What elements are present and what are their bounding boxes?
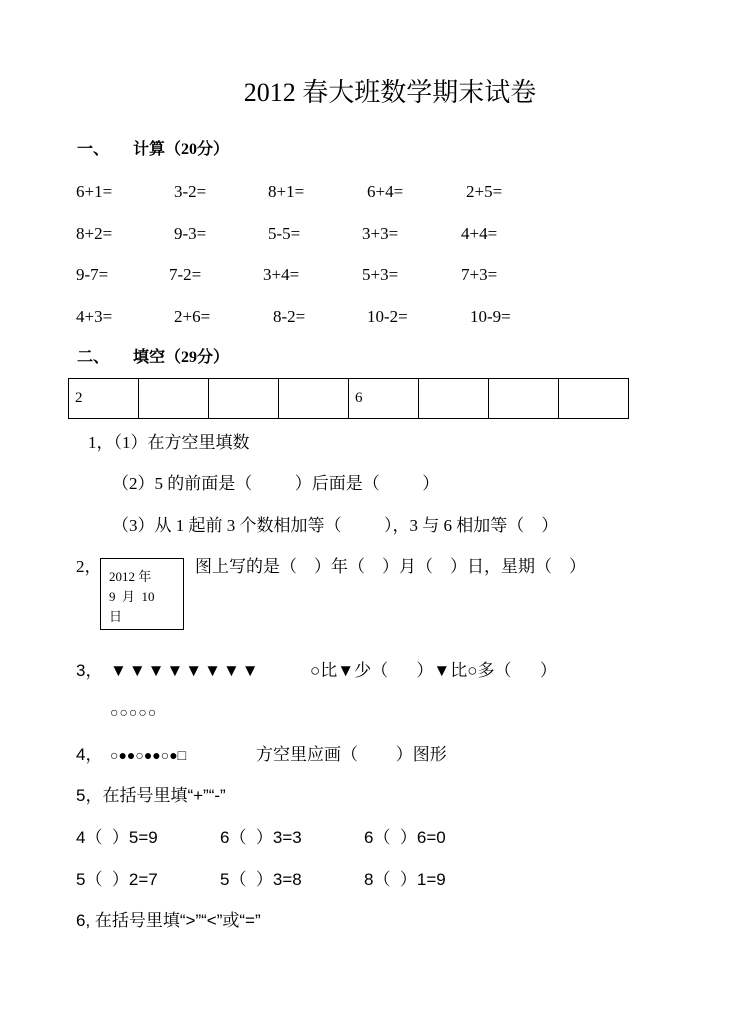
calc-item: 5+3= <box>362 265 399 284</box>
fill-operator-item: 4（ ）5=9 <box>76 828 158 847</box>
sequence-cell: 6 <box>349 379 419 419</box>
fill-operator-item: 8（ ）1=9 <box>364 870 446 889</box>
circle-row: ○○○○○ <box>110 704 158 720</box>
sequence-cell <box>559 379 629 419</box>
calc-item: 5-5= <box>268 224 301 243</box>
shape-pattern: ○●●○●●○●□ <box>110 747 187 763</box>
sequence-cell: 2 <box>69 379 139 419</box>
question-4-number: 4， <box>76 745 103 764</box>
section-number: 二、 <box>77 349 110 366</box>
sequence-cell <box>419 379 489 419</box>
calc-item: 4+3= <box>76 307 113 326</box>
calc-item: 9-3= <box>174 224 207 243</box>
calc-item: 9-7= <box>76 265 109 284</box>
section-number: 一、 <box>77 141 110 158</box>
number-sequence-table <box>68 378 629 419</box>
calc-item: 8+2= <box>76 224 113 243</box>
fill-operator-item: 6（ ）3=3 <box>220 828 302 847</box>
question-2-text: 图上写的是（ ）年（ ）月（ ）日，星期（ ） <box>195 557 586 576</box>
calc-item: 10-9= <box>470 307 511 326</box>
question-1-line-2: （2）5 的前面是（ ）后面是（ ） <box>112 474 440 493</box>
sequence-cell <box>489 379 559 419</box>
calc-item: 8-2= <box>273 307 306 326</box>
fill-operator-item: 5（ ）3=8 <box>220 870 302 889</box>
calc-item: 3+3= <box>362 224 399 243</box>
calendar-box: 2012 年 9 月 10 日 <box>100 558 184 630</box>
triangle-row: ▼▼▼▼▼▼▼▼ <box>110 661 261 680</box>
calc-item: 7+3= <box>461 265 498 284</box>
question-3-number: 3， <box>76 661 103 680</box>
calc-item: 10-2= <box>367 307 408 326</box>
question-6-title: 6, 在括号里填“>”“<”或“=” <box>76 911 261 930</box>
sequence-cell <box>279 379 349 419</box>
question-1-line-3: （3）从 1 起前 3 个数相加等（ ），3 与 6 相加等（ ） <box>112 516 559 535</box>
question-2-number: 2， <box>76 557 102 576</box>
fill-operator-item: 6（ ）6=0 <box>364 828 446 847</box>
question-1-line-1: 1，（1）在方空里填数 <box>88 433 250 452</box>
calc-item: 8+1= <box>268 182 305 201</box>
calc-item: 7-2= <box>169 265 202 284</box>
sequence-cell <box>139 379 209 419</box>
section-heading: 填空（29分） <box>133 349 230 366</box>
question-5-title: 5，在括号里填“+”“-” <box>76 786 226 805</box>
question-3-text: ○比▼少（ ）▼比○多（ ） <box>310 661 557 680</box>
calc-item: 3+4= <box>263 265 300 284</box>
calc-item: 3-2= <box>174 182 207 201</box>
calc-item: 2+6= <box>174 307 211 326</box>
sequence-cell <box>209 379 279 419</box>
calc-item: 6+4= <box>367 182 404 201</box>
section-heading: 计算（20分） <box>133 141 230 158</box>
page-title: 2012 春大班数学期末试卷 <box>243 78 537 107</box>
fill-operator-item: 5（ ）2=7 <box>76 870 158 889</box>
calc-item: 6+1= <box>76 182 113 201</box>
calc-item: 4+4= <box>461 224 498 243</box>
calc-item: 2+5= <box>466 182 503 201</box>
question-4-text: 方空里应画（ ）图形 <box>256 745 447 764</box>
